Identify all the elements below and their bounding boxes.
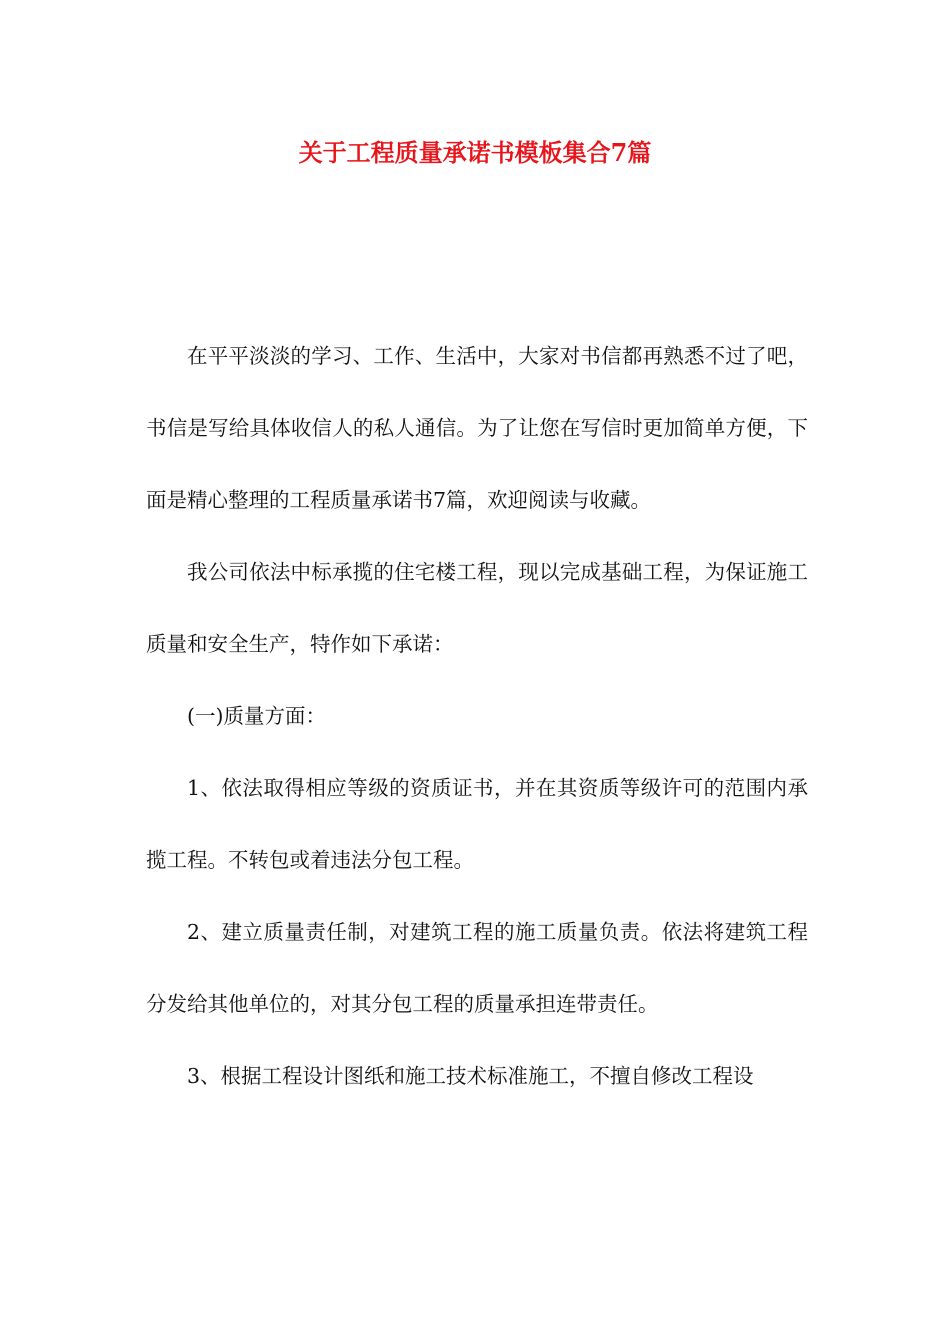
document-title: 关于工程质量承诺书模板集合7篇 [298,138,652,167]
paragraph-item-3: 3、根据工程设计图纸和施工技术标准施工，不擅自修改工程设 [187,1064,754,1088]
paragraph-item-1: 1、依法取得相应等级的资质证书，并在其资质等级许可的范围内承揽工程。不转包或着违法分包工程。 [146,776,808,872]
paragraph-item-2: 2、建立质量责任制，对建筑工程的施工质量负责。依法将建筑工程分发给其他单位的，对其分包工程的质量承担连带责任。 [146,920,808,1016]
paragraph-intro: 在平平淡淡的学习、工作、生活中，大家对书信都再熟悉不过了吧，书信是写给具体收信人的私人通信。为了让您在写信时更加简单方便，下面是精心整理的工程质量承诺书7篇，欢迎阅读与收藏。 [146,344,808,512]
document-body [146,320,808,1112]
paragraph-commitment-intro: 我公司依法中标承揽的住宅楼工程，现以完成基础工程，为保证施工质量和安全生产，特作如下承诺： [146,560,808,656]
section-heading-quality: (一)质量方面： [187,704,326,728]
